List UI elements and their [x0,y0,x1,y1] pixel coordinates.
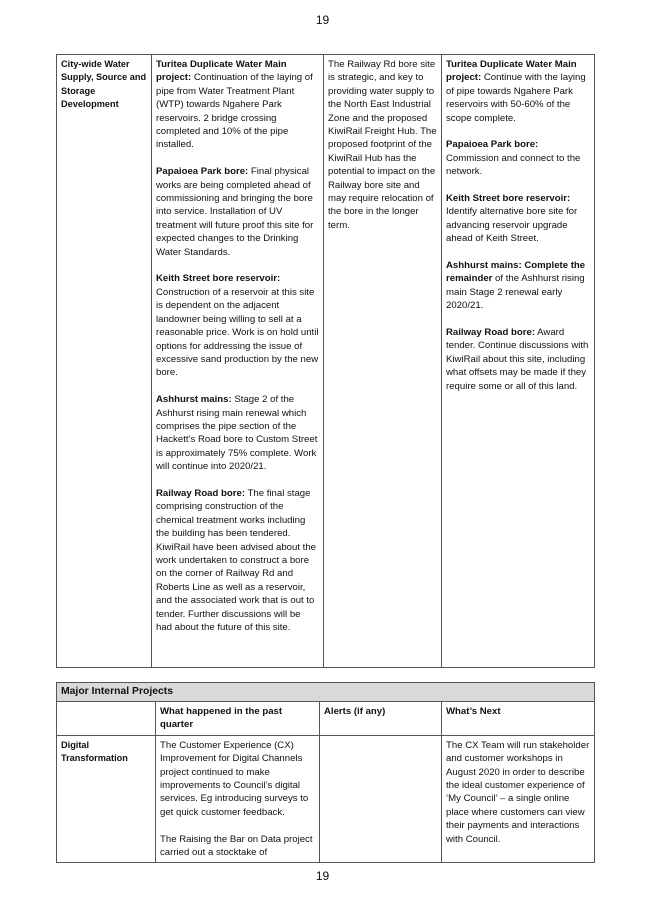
past-quarter-cell [156,735,320,863]
column-header-past: What happened in the past quarter [156,702,320,736]
past-item: Railway Road bore: The final stage comprising construction of the chemical treatment works including the building has been tendered. KiwiRail have been advised about the work undertaken to construct a bore on the corner of Railway Rd and Roberts Line as well as a reservoir, and the associated work that is out to tender. Further discussions will be had about the future of this site. [156,487,317,633]
past-item: Keith Street bore reservoir: Construction of a reservoir at this site is dependent on the adjacent landowner being willing to sell at a reasonable price. Work is on hold until options for addressing the issue of excessive sand production by the new bore. [156,273,319,379]
past-item: The Customer Experience (CX) Improvement for Digital Channels project continued to make improvements to Council’s digital services. Eg introducing surveys to get quick customer feedback. [160,739,309,818]
column-header-alerts: Alerts (if any) [320,702,442,736]
next-item: Papaioea Park bore: Commission and connect to the network. [446,139,581,178]
past-quarter-cell [152,55,324,668]
past-item: Ashhurst mains: Stage 2 of the Ashhurst rising main renewal which comprises the pipe section of the Hackett’s Road bore to Custom Street is approximately 75% complete. Work will continue into 2020/21. [156,394,318,473]
next-item: Keith Street bore reservoir: Identify alternative bore site for advancing reservoir upgrade ahead of Keith Street. [446,193,578,245]
row-label-digital-transformation: Digital Transformation [57,735,156,863]
column-header-empty [57,702,156,736]
page-number-bottom: 19 [315,869,330,883]
whats-next-cell: The CX Team will run stakeholder and customer workshops in August 2020 in order to describe the ideal customer experience of ‘My Council’ – a single online place where customers can view their payments and interactions with Council. [442,735,595,863]
next-item: Railway Road bore: Award tender. Continue discussions with KiwiRail about this site, including what offsets may be made if they require some or all of this land. [446,327,589,392]
column-header-next: What’s Next [442,702,595,736]
major-internal-projects-table [56,682,595,863]
row-label-water-supply: City-wide Water Supply, Source and Storage Development [57,55,152,668]
column-header-row [57,702,595,736]
next-item: Ashhurst mains: Complete the remainder of the Ashhurst rising main Stage 2 renewal early 2020/21. [446,260,586,312]
section-title: Major Internal Projects [57,683,595,702]
past-item: Turitea Duplicate Water Main project: Continuation of the laying of pipe from Water Treatment Plant (WTP) towards Ngahere Park reservoirs. 2 bridge crossing completed and 10% of the pipe installed. [156,59,313,151]
past-item: Papaioea Park bore: Final physical works are being completed ahead of commissioning and bringing the bore into service. Installation of UV treatment will future proof this site for expected changes to the Drinking Water Standards. [156,166,314,258]
section-header-row [57,683,595,702]
water-supply-table [56,54,595,668]
alerts-cell: The Railway Rd bore site is strategic, and key to providing water supply to the North East Industrial Zone and the proposed KiwiRail Freight Hub. The proposed footprint of the KiwiRail Hub has the potential to impact on the Railway bore site and may require relocation of the bore in the longer term. [324,55,442,668]
page-number-top: 19 [315,13,330,27]
next-item: Turitea Duplicate Water Main project: Continue with the laying of pipe towards Ngahere Park reservoirs with 50-60% of the scope complete. [446,59,586,124]
table-row [57,55,595,668]
table-row [57,735,595,863]
whats-next-cell [442,55,595,668]
past-item: The Raising the Bar on Data project carried out a stocktake of [160,833,313,859]
alerts-cell [320,735,442,863]
